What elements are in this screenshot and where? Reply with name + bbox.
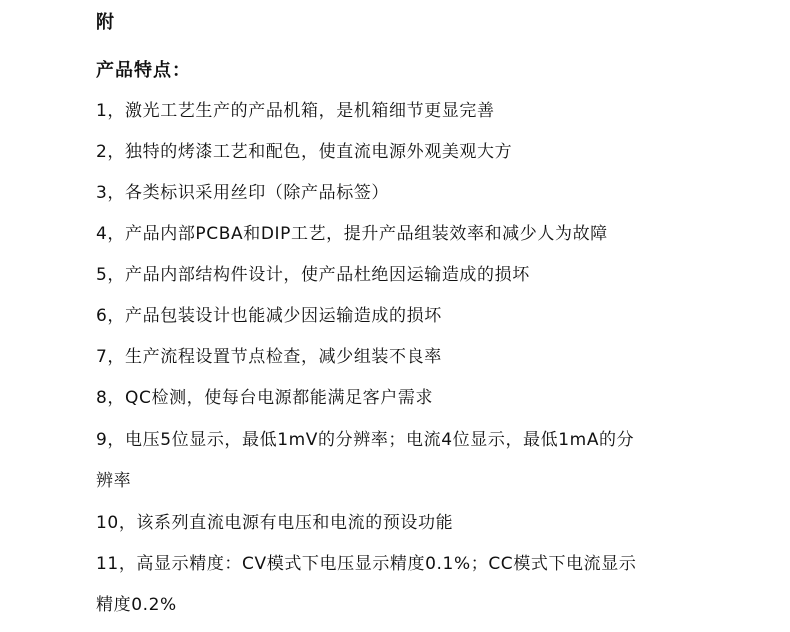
- feature-item-7: 7，生产流程设置节点检查，减少组装不良率: [96, 347, 442, 367]
- feature-item-9-line-1: 9，电压5位显示，最低1mV的分辨率；电流4位显示，最低1mA的分: [96, 430, 635, 450]
- feature-item-4: 4，产品内部PCBA和DIP工艺，提升产品组装效率和减少人为故障: [96, 224, 608, 244]
- feature-item-3: 3，各类标识采用丝印（除产品标签）: [96, 183, 390, 203]
- document-title: 附: [96, 12, 115, 33]
- feature-item-10: 10，该系列直流电源有电压和电流的预设功能: [96, 513, 454, 533]
- section-heading: 产品特点：: [96, 60, 191, 81]
- feature-item-11-line-1: 11，高显示精度：CV模式下电压显示精度0.1%；CC模式下电流显示: [96, 554, 637, 574]
- feature-item-1: 1，激光工艺生产的产品机箱，是机箱细节更显完善: [96, 101, 495, 121]
- feature-item-2: 2，独特的烤漆工艺和配色，使直流电源外观美观大方: [96, 142, 513, 162]
- feature-item-9-line-2: 辨率: [96, 471, 132, 491]
- feature-item-5: 5，产品内部结构件设计，使产品杜绝因运输造成的损坏: [96, 265, 530, 285]
- feature-item-11-line-2: 精度0.2%: [96, 595, 177, 615]
- feature-item-8: 8，QC检测，使每台电源都能满足客户需求: [96, 388, 434, 408]
- feature-item-6: 6，产品包装设计也能减少因运输造成的损坏: [96, 306, 442, 326]
